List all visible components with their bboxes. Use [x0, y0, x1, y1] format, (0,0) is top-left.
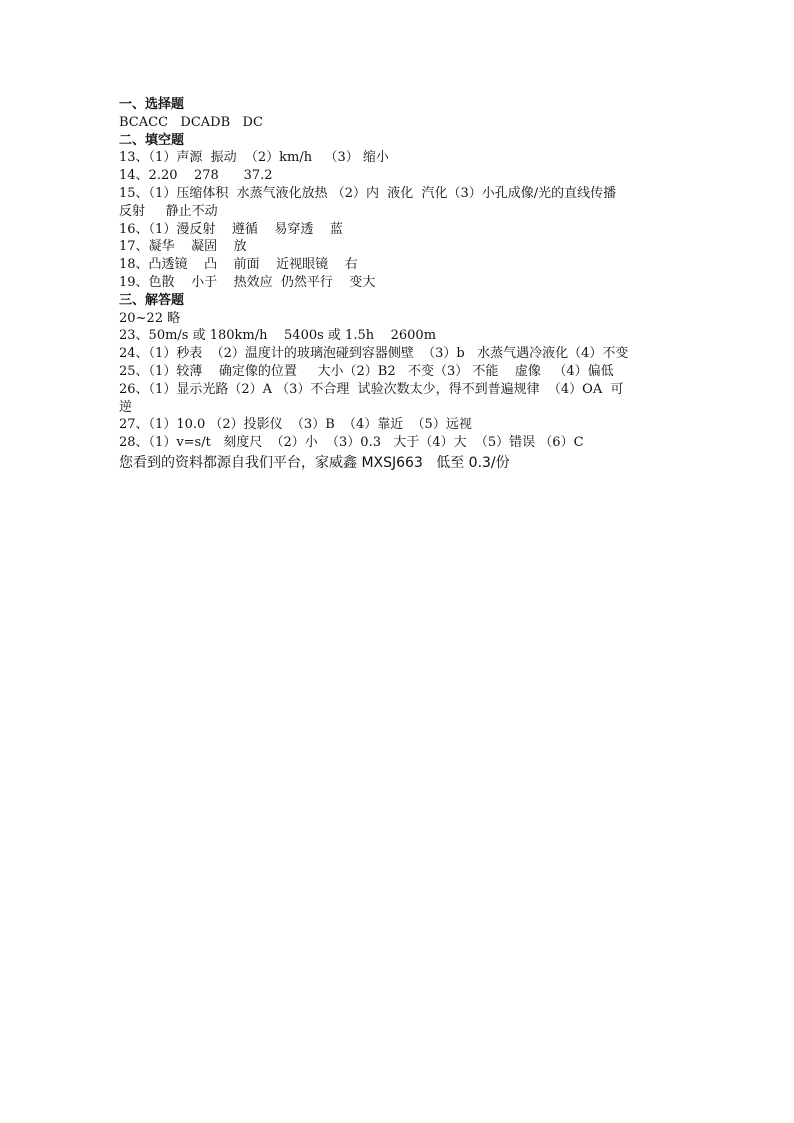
- answer-line-28: 28、（1）v=s/t 刻度尺 （2）小 （3）0.3 大于（4）大 （5）错误 （6）C: [119, 435, 584, 451]
- answer-line-24: 24、（1）秒表 （2）温度计的玻璃泡碰到容器侧壁 （3）b 水蒸气遇冷液化（4）不变: [119, 346, 629, 362]
- answer-line-15-continued: 反射 静止不动: [119, 203, 218, 219]
- answer-line-26-continued: 逆: [119, 399, 133, 415]
- answer-line-18: 18、凸透镜 凸 前面 近视眼镜 右: [119, 257, 358, 273]
- source-notice: 您看到的资料都源自我们平台，家威鑫 MXSJ663 低至 0.3/份: [119, 454, 510, 471]
- answer-line-27: 27、（1）10.0 （2）投影仪 （3）B （4）靠近 （5）远视: [119, 417, 472, 433]
- answer-line-25: 25、（1）较薄 确定像的位置 大小（2）B2 不变（3） 不能 虚像 （4）偏低: [119, 363, 614, 379]
- answer-line-19: 19、色散 小于 热效应 仍然平行 变大: [119, 274, 376, 290]
- answer-line-20-22: 20~22 略: [119, 310, 181, 326]
- answer-key-document: [119, 96, 679, 473]
- answer-line-13: 13、（1）声源 振动 （2）km/h （3） 缩小: [119, 150, 389, 166]
- answer-line-14: 14、2.20 278 37.2: [119, 168, 273, 184]
- section-heading-multiple-choice: 一、选择题: [119, 97, 185, 112]
- section-heading-problems: 三、解答题: [119, 292, 185, 308]
- answer-line-16: 16、（1）漫反射 遵循 易穿透 蓝: [119, 221, 343, 237]
- section-heading-fill-in: 二、填空题: [119, 132, 185, 148]
- answer-line-23: 23、50m/s 或 180km/h 5400s 或 1.5h 2600m: [119, 328, 437, 344]
- answer-line-15: 15、（1）压缩体积 水蒸气液化放热 （2）内 液化 汽化（3）小孔成像/光的直线传播: [119, 185, 617, 201]
- answer-line-choices: BCACC DCADB DC: [119, 114, 263, 130]
- answer-line-26: 26、（1）显示光路（2）A （3）不合理 试验次数太少，得不到普遍规律 （4）OA 可: [119, 381, 624, 397]
- answer-line-17: 17、凝华 凝固 放: [119, 239, 247, 255]
